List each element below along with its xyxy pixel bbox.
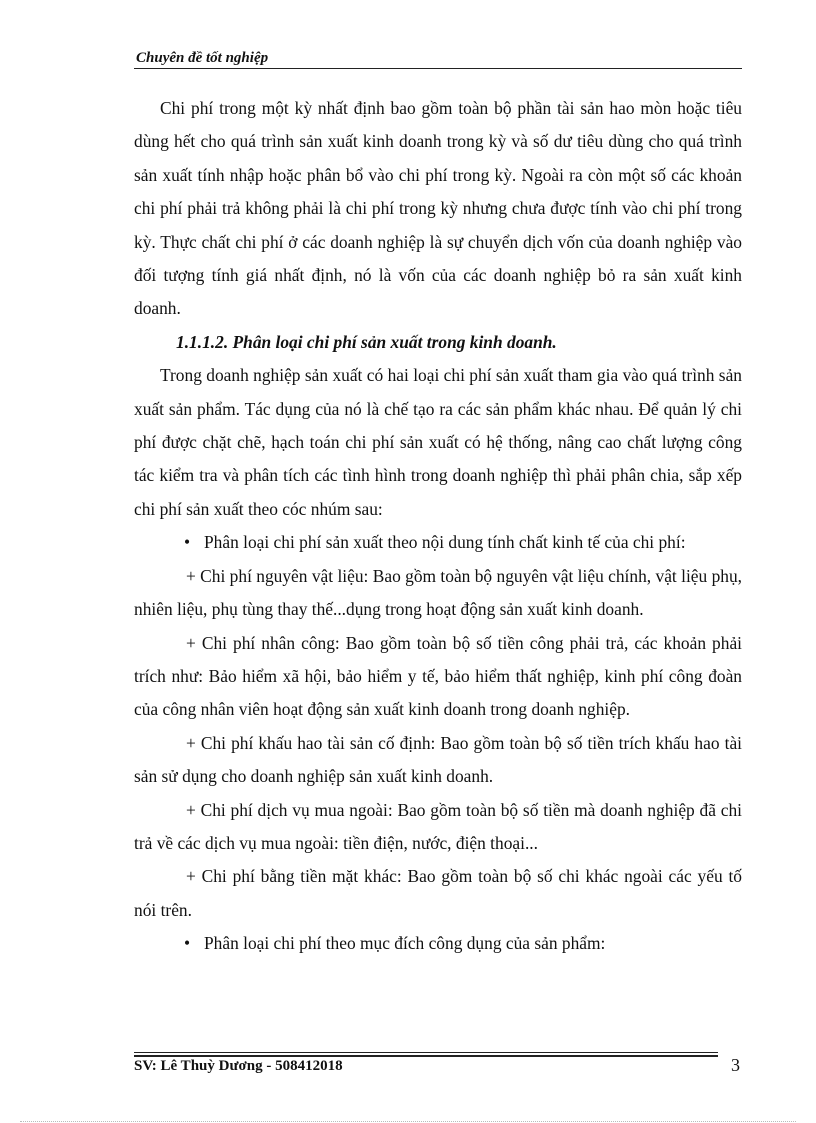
bullet-text: Phân loại chi phí theo mục đích công dụng của sản phẩm: [204,933,606,954]
page-edge-divider [20,1121,796,1122]
bullet-icon: • [184,933,191,954]
page-number: 3 [731,1055,740,1075]
header-title: Chuyên đề tốt nghiệp [136,50,269,66]
paragraph-cost-types-intro: Trong doanh nghiệp sản xuất có hai loại chi phí sản xuất tham gia vào quá trình sản xuất sản phẩm. Tác dụng của nó là chế tạo ra các sản phẩm khác nhau. Để quản lý chi phí được chặt chẽ, hạch toán chi phí sản xuất có hệ thống, nâng cao chất lượng công tác kiểm tra và phân tích các tình hình trong doanh nghiệp thì phải phân chia, sắp xếp chi phí sản xuất theo cóc nhúm sau: [134,365,742,519]
main-content [134,92,742,961]
bullet-economic-classification [134,526,742,559]
footer-divider-thick [134,1055,718,1057]
section-heading: 1.1.1.2. Phân loại chi phí sản xuất trong kinh doanh. [176,331,557,352]
paragraph-cost-definition: Chi phí trong một kỳ nhất định bao gồm toàn bộ phần tài sản hao mòn hoặc tiêu dùng hết cho quá trình sản xuất kinh doanh trong kỳ và số dư tiêu dùng cho quá trình sản xuất tính nhập hoặc phân bổ vào chi phí trong kỳ. Ngoài ra còn một số các khoản chi phí phải trả không phải là chi phí trong kỳ nhưng chưa được tính vào chi phí trong kỳ. Thực chất chi phí ở các doanh nghiệp là sự chuyển dịch vốn của doanh nghiệp vào đối tượng tính giá nhất định, nó là vốn của các doanh nghiệp bỏ ra sản xuất kinh doanh. [134,98,742,319]
item-other-cash-cost: + Chi phí bằng tiền mặt khác: Bao gồm toàn bộ số chi khác ngoài các yếu tố nói trên. [134,866,742,920]
item-outsourced-service-cost: + Chi phí dịch vụ mua ngoài: Bao gồm toàn bộ số tiền mà doanh nghiệp đã chi trả về các dịch vụ mua ngoài: tiền điện, nước, điện thoại... [134,799,742,853]
footer-divider [134,1052,718,1053]
item-material-cost: + Chi phí nguyên vật liệu: Bao gồm toàn bộ nguyên vật liệu chính, vật liệu phụ, nhiên liệu, phụ tùng thay thế...dụng trong hoạt động sản xuất kinh doanh. [134,565,742,620]
item-depreciation-cost: + Chi phí khấu hao tài sản cố định: Bao gồm toàn bộ số tiền trích khấu hao tài sản sử dụng cho doanh nghiệp sản xuất kinh doanh. [134,732,742,787]
item-labor-cost: + Chi phí nhân công: Bao gồm toàn bộ số tiền công phải trả, các khoản phải trích như: Bảo hiểm xã hội, bảo hiểm y tế, bảo hiểm thất nghiệp, kinh phí công đoàn của công nhân viên hoạt động sản xuất kinh doanh trong doanh nghiệp. [134,632,742,720]
header-divider [134,68,742,69]
bullet-text: Phân loại chi phí sản xuất theo nội dung tính chất kinh tế của chi phí: [204,532,686,553]
bullet-icon: • [184,532,191,553]
footer-author: SV: Lê Thuỳ Dương - 508412018 [134,1058,343,1074]
bullet-purpose-classification [134,927,742,960]
